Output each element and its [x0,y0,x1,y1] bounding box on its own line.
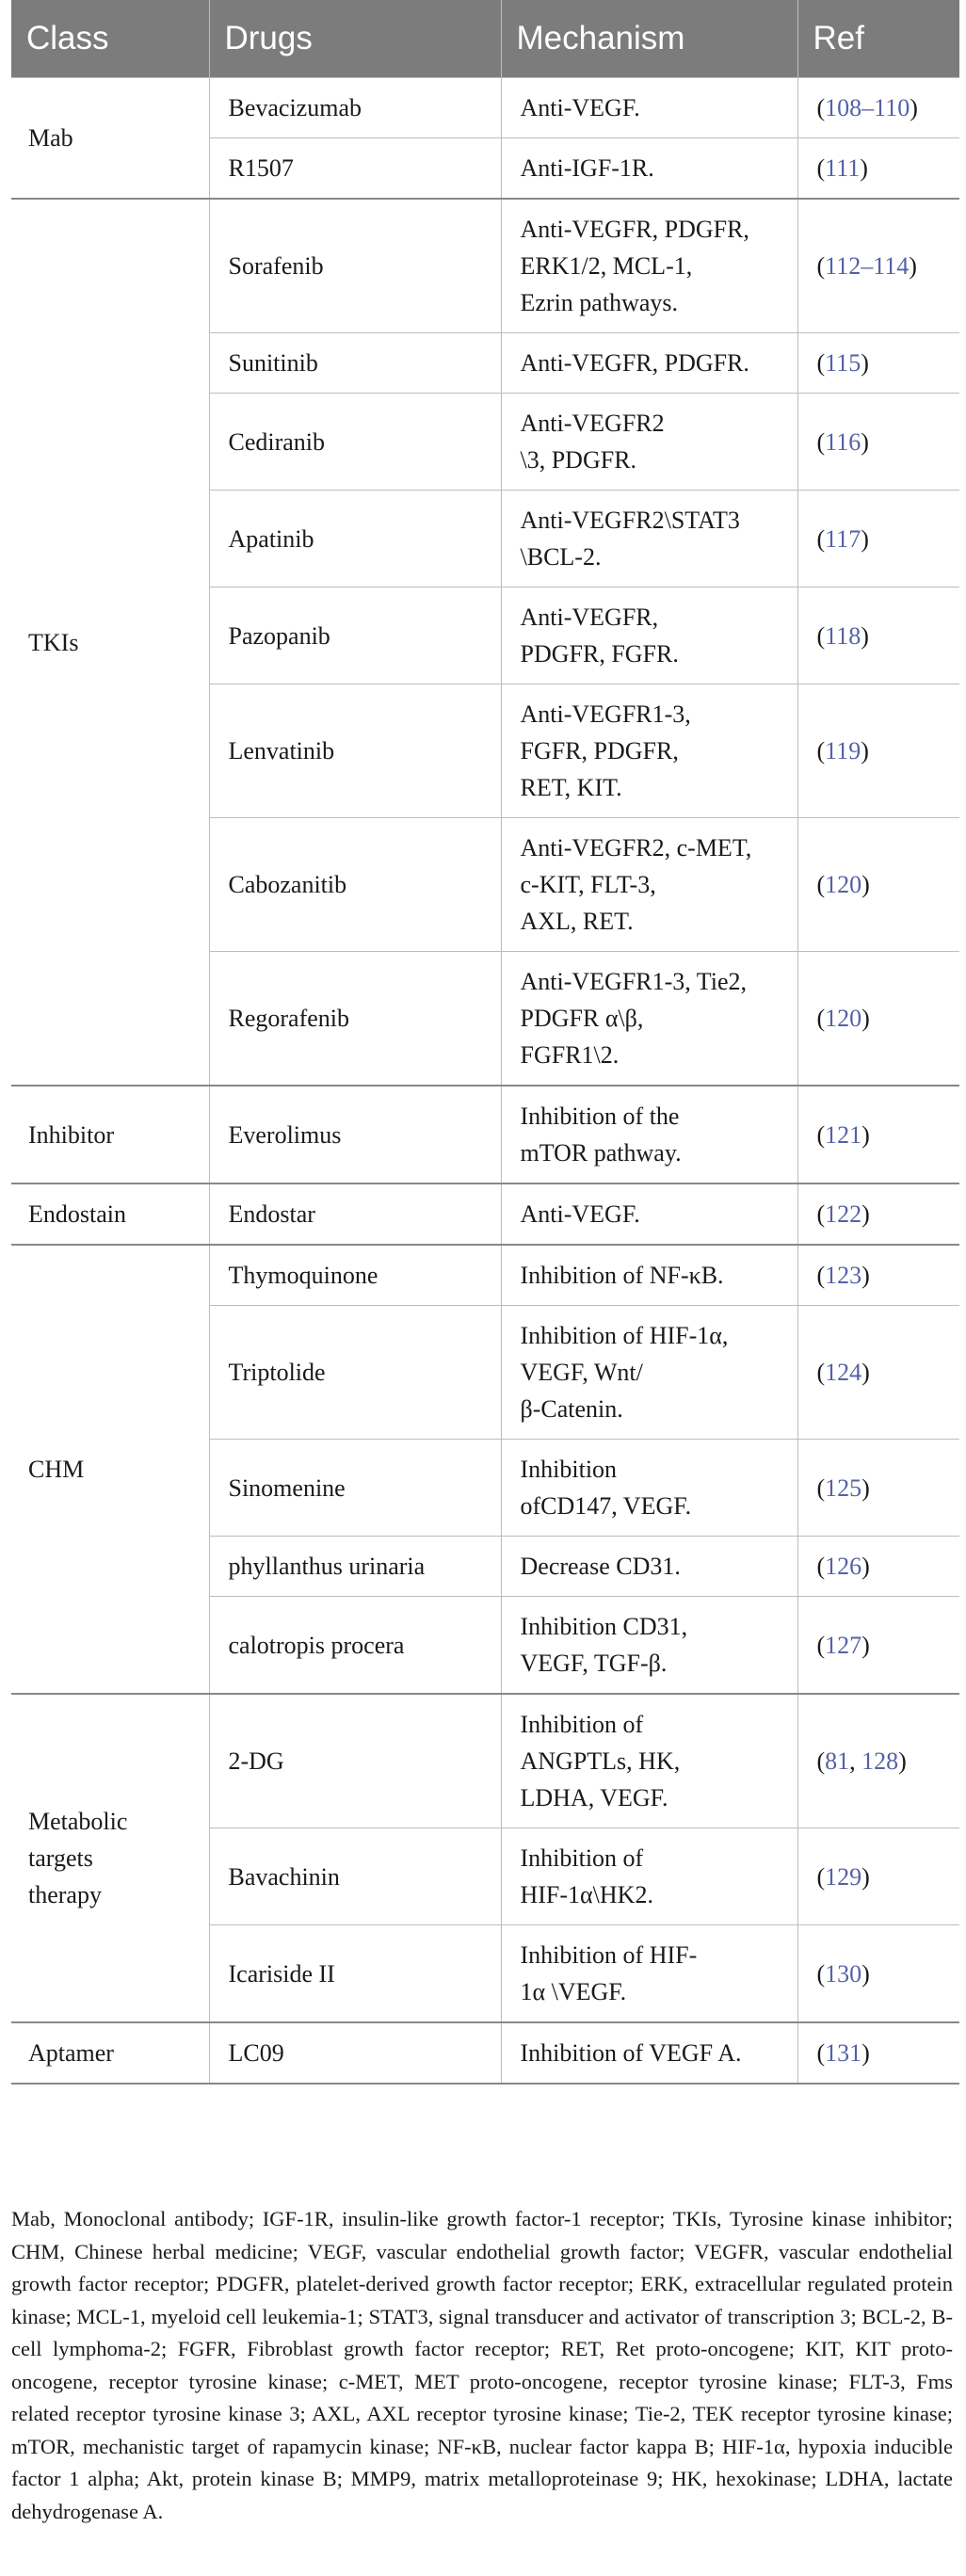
table-row [11,2022,959,2084]
text-line: Inhibition [520,1456,618,1483]
class-cell: Mab [11,78,209,200]
text-line: Inhibition of [520,1711,644,1738]
text-line: LDHA, VEGF. [520,1784,668,1811]
text-line: PDGFR α\β, [520,1005,644,1032]
class-cell: Aptamer [11,2022,209,2084]
text-line: Inhibition of HIF- [520,1941,698,1969]
table-row [11,1183,959,1245]
drug-cell: Cabozanitib [209,818,501,952]
drug-cell: Regorafenib [209,952,501,1087]
drug-cell: R1507 [209,138,501,200]
drug-cell: Icariside II [209,1925,501,2023]
text-line: Inhibition of the [520,1103,680,1130]
text-line: ofCD147, VEGF. [520,1492,692,1520]
text-line: Anti-VEGFR2, c-MET, [520,834,752,861]
ref-cell: (108–110) [797,78,959,138]
drug-cell: Cediranib [209,394,501,491]
ref-cell: (117) [797,491,959,588]
table-row [11,1694,959,1828]
drug-cell: Bevacizumab [209,78,501,138]
drug-cell: Sunitinib [209,333,501,394]
ref-cell: (119) [797,684,959,818]
ref-cell: (129) [797,1828,959,1925]
drug-cell: Everolimus [209,1086,501,1183]
text-line: \3, PDGFR. [520,446,637,474]
drug-cell: Sinomenine [209,1440,501,1537]
ref-cell: (118) [797,588,959,684]
header-drugs: Drugs [209,0,501,78]
text-line: Anti-VEGF. [520,94,640,121]
ref-cell: (81, 128) [797,1694,959,1828]
ref-cell: (126) [797,1537,959,1597]
ref-link[interactable]: 120 [825,871,862,898]
mechanism-cell [501,1183,797,1245]
text-line: Anti-VEGFR2 [520,410,665,437]
header-mechanism: Mechanism [501,0,797,78]
text-line: 1α \VEGF. [520,1978,627,2005]
ref-link[interactable]: 125 [825,1473,862,1502]
mechanism-cell [501,818,797,952]
ref-cell: (116) [797,394,959,491]
drug-cell: Lenvatinib [209,684,501,818]
text-line: VEGF, TGF-β. [520,1650,668,1677]
ref-cell: (120) [797,952,959,1087]
ref-link[interactable]: 108–110 [825,94,910,121]
ref-link[interactable]: 124 [825,1359,862,1386]
mechanism-cell [501,2022,797,2084]
table-row [11,1245,959,1306]
drug-cell: Thymoquinone [209,1245,501,1306]
ref-link[interactable]: 111 [825,154,861,182]
mechanism-cell [501,1245,797,1306]
ref-link[interactable]: 126 [825,1553,862,1580]
text-line: Inhibition CD31, [520,1613,688,1640]
class-cell: Inhibitor [11,1086,209,1183]
ref-cell: (127) [797,1597,959,1695]
mechanism-cell [501,138,797,200]
drug-cell: Pazopanib [209,588,501,684]
mechanism-cell [501,1440,797,1537]
drug-cell: calotropis procera [209,1597,501,1695]
class-cell: CHM [11,1245,209,1694]
drug-cell: LC09 [209,2022,501,2084]
ref-link[interactable]: 128 [861,1747,899,1775]
ref-cell: (122) [797,1183,959,1245]
drug-cell: Triptolide [209,1306,501,1440]
mechanism-cell [501,588,797,684]
ref-cell: (121) [797,1086,959,1183]
mechanism-cell [501,1597,797,1695]
ref-separator: , [849,1747,862,1775]
drug-cell: Bavachinin [209,1828,501,1925]
text-line: ERK1/2, MCL-1, [520,252,693,280]
ref-cell: (125) [797,1440,959,1537]
text-line: Anti-VEGFR, [520,604,659,631]
text-line: therapy [28,1881,102,1908]
ref-cell: (131) [797,2022,959,2084]
ref-cell: (123) [797,1245,959,1306]
mechanism-cell [501,1086,797,1183]
text-line: targets [28,1844,93,1872]
ref-link[interactable]: 117 [825,524,861,553]
text-line: Anti-VEGFR2\STAT3 [520,507,740,534]
text-line: Inhibition of HIF-1α, [520,1322,729,1349]
header-row [11,0,959,78]
ref-link[interactable]: 81 [825,1747,850,1775]
text-line: c-KIT, FLT-3, [520,871,656,898]
table-row [11,199,959,333]
drug-cell: Apatinib [209,491,501,588]
text-line: Metabolic [28,1808,128,1835]
text-line: Anti-IGF-1R. [520,154,654,182]
ref-link[interactable]: 120 [825,1005,862,1032]
drug-table [11,0,959,2085]
table-row [11,1086,959,1183]
text-line: mTOR pathway. [520,1139,682,1167]
mechanism-cell [501,333,797,394]
text-line: β-Catenin. [520,1395,623,1423]
class-cell: TKIs [11,199,209,1086]
text-line: Decrease CD31. [520,1553,681,1580]
mechanism-cell [501,1694,797,1828]
ref-link[interactable]: 112–114 [825,252,910,280]
text-line: VEGF, Wnt/ [520,1359,643,1386]
mechanism-cell [501,199,797,333]
table-row [11,78,959,138]
table-body [11,78,959,2085]
text-line: Anti-VEGFR, PDGFR, [520,216,749,243]
mechanism-cell [501,78,797,138]
ref-link[interactable]: 130 [825,1959,862,1988]
text-line: Anti-VEGFR1-3, Tie2, [520,968,748,995]
text-line: HIF-1α\HK2. [520,1881,653,1908]
mechanism-cell [501,684,797,818]
text-line: Ezrin pathways. [520,289,679,316]
mechanism-cell [501,952,797,1087]
mechanism-cell [501,1925,797,2023]
text-line: Anti-VEGF. [520,1200,640,1228]
ref-link[interactable]: 121 [825,1120,862,1149]
ref-cell: (124) [797,1306,959,1440]
class-cell: Endostain [11,1183,209,1245]
drug-cell: phyllanthus urinaria [209,1537,501,1597]
text-line: Inhibition of NF-κB. [520,1262,724,1289]
text-line: Anti-VEGFR, PDGFR. [520,349,749,377]
ref-link[interactable]: 122 [825,1200,862,1228]
ref-link[interactable]: 131 [825,2039,862,2067]
text-line: \BCL-2. [520,543,602,571]
ref-link[interactable]: 129 [825,1862,862,1891]
ref-cell: (130) [797,1925,959,2023]
text-line: Anti-VEGFR1-3, [520,700,691,728]
drug-cell: 2-DG [209,1694,501,1828]
ref-link[interactable]: 123 [825,1262,862,1289]
text-line: FGFR, PDGFR, [520,737,679,765]
ref-link[interactable]: 127 [825,1631,862,1659]
ref-cell: (112–114) [797,199,959,333]
text-line: Inhibition of VEGF A. [520,2039,742,2067]
class-cell [11,1694,209,2022]
mechanism-cell [501,491,797,588]
ref-link[interactable]: 119 [825,737,861,765]
text-line: FGFR1\2. [520,1041,620,1069]
mechanism-cell [501,1306,797,1440]
text-line: RET, KIT. [520,774,622,801]
text-line: PDGFR, FGFR. [520,640,679,668]
text-line: ANGPTLs, HK, [520,1747,681,1775]
ref-cell: (120) [797,818,959,952]
table-footnote: Mab, Monoclonal antibody; IGF-1R, insulin-like growth factor-1 receptor; TKIs, Tyrosine kinase inhibitor; CHM, Chinese herbal medicine; VEGF, vascular endothelial growth factor; VEGFR, vascular endothelial growth factor receptor; PDGFR, platelet-derived growth factor receptor; ERK, extracellular regulated protein kinase; MCL-1, myeloid cell leukemia-1; STAT3, signal transducer and activator of transcription 3; BCL-2, B-cell lymphoma-2; FGFR, Fibroblast growth factor receptor; RET, Ret proto-oncogene; KIT, KIT proto-oncogene, receptor tyrosine kinase; c-MET, MET proto-oncogene, receptor tyrosine kinase; FLT-3, Fms related receptor tyrosine kinase 3; AXL, AXL receptor tyrosine kinase; Tie-2, TEK receptor tyrosine kinase; mTOR, mechanistic target of rapamycin kinase; NF-κB, nuclear factor kappa B; HIF-1α, hypoxia inducible factor 1 alpha; Akt, protein kinase B; MMP9, matrix metalloproteinase 9; HK, hexokinase; LDHA, lactate dehydrogenase A. [11,2207,953,2523]
drug-cell: Endostar [209,1183,501,1245]
mechanism-cell [501,1828,797,1925]
header-class: Class [11,0,209,78]
ref-cell: (111) [797,138,959,200]
text-line: AXL, RET. [520,908,634,935]
header-ref: Ref [797,0,959,78]
drug-cell: Sorafenib [209,199,501,333]
ref-link[interactable]: 118 [825,621,861,650]
ref-link[interactable]: 116 [825,427,861,456]
ref-link[interactable]: 115 [825,349,861,377]
ref-cell: (115) [797,333,959,394]
text-line: Inhibition of [520,1844,644,1872]
mechanism-cell [501,1537,797,1597]
mechanism-cell [501,394,797,491]
